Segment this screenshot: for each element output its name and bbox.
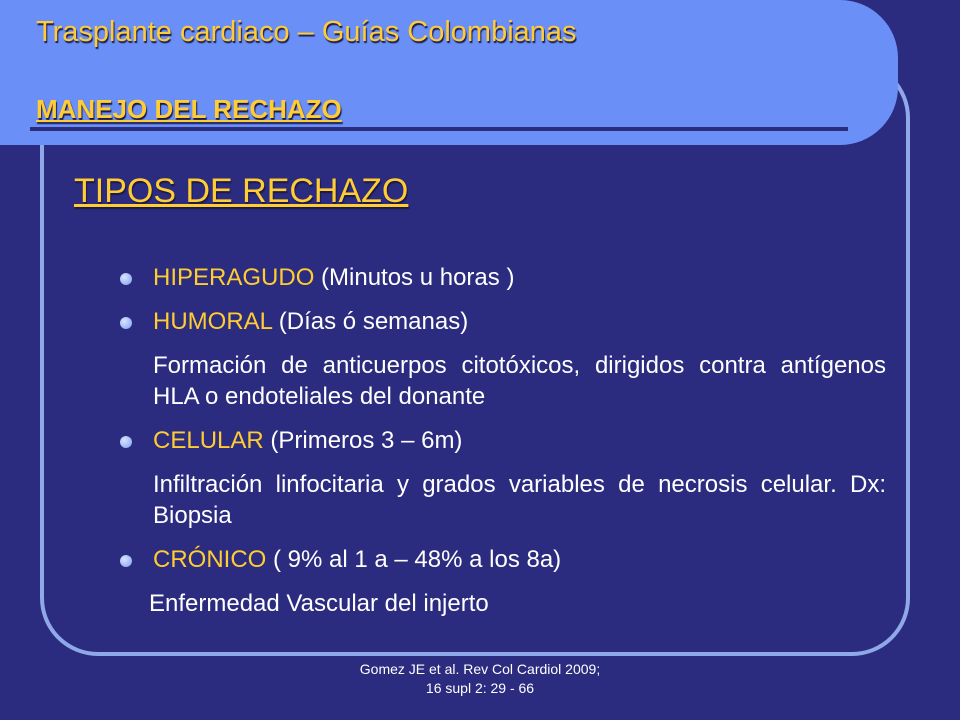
bullet-detail: ( 9% al 1 a – 48% a los 8a) [266, 546, 562, 573]
bullet-item-humoral [120, 306, 886, 337]
bullet-dot-icon [120, 555, 132, 567]
bullet-detail: (Minutos u horas ) [314, 264, 515, 291]
bullet-item-hiperagudo [120, 262, 886, 293]
citation-line-2: 16 supl 2: 29 - 66 [425, 680, 535, 696]
bullet-item-celular [120, 425, 886, 456]
bullet-detail: (Días ó semanas) [272, 308, 469, 335]
bullet-dot-icon [120, 317, 132, 329]
section-heading: TIPOS DE RECHAZO [74, 172, 409, 210]
bullet-list [120, 262, 886, 619]
bullet-item-cronico [120, 544, 886, 575]
celular-description: Infiltración linfocitaria y grados variables de necrosis celular. Dx: Biopsia [153, 471, 886, 529]
bullet-label: CRÓNICO [153, 546, 267, 573]
cronico-description: Enfermedad Vascular del injerto [149, 590, 489, 617]
bullet-label: HIPERAGUDO [153, 264, 315, 291]
bullet-label: CELULAR [153, 427, 264, 454]
citation-footnote [0, 660, 960, 698]
bullet-dot-icon [120, 273, 132, 285]
bullet-dot-icon [120, 436, 132, 448]
slide-subtitle: MANEJO DEL RECHAZO [36, 94, 342, 124]
humoral-description: Formación de anticuerpos citotóxicos, dirigidos contra antígenos HLA o endoteliales del donante [153, 352, 886, 410]
slide-title: Trasplante cardiaco – Guías Colombianas [36, 16, 577, 48]
bullet-detail: (Primeros 3 – 6m) [263, 427, 463, 454]
citation-line-1: Gomez JE et al. Rev Col Cardiol 2009; [359, 661, 601, 677]
header-divider [30, 127, 848, 131]
bullet-label: HUMORAL [153, 308, 273, 335]
